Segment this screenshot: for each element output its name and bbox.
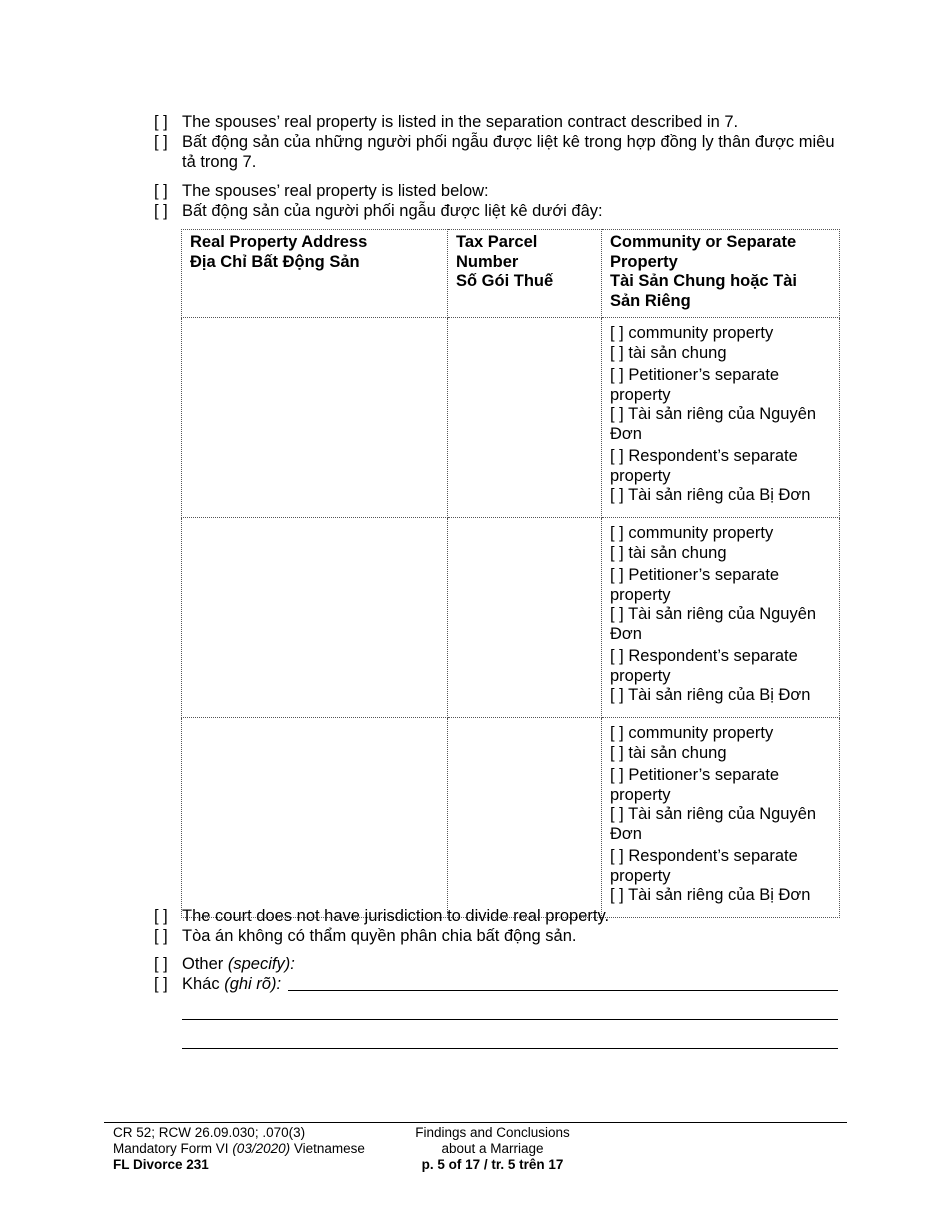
checkbox[interactable]: [ ]: [610, 605, 624, 623]
checkbox[interactable]: [ ]: [610, 743, 624, 762]
form-prefix: Mandatory Form VI: [113, 1141, 229, 1156]
checkbox[interactable]: [ ]: [154, 907, 168, 925]
footer-title: [405, 1125, 580, 1173]
option-label: Tòa án không có thẩm quyền phân chia bất động sản.: [182, 927, 577, 945]
table-row: [182, 318, 840, 518]
other-hint: (ghi rõ):: [224, 975, 282, 993]
header-address-vi: Địa Chỉ Bất Động Sản: [190, 252, 360, 271]
header-parcel-vi: Số Gói Thuế: [456, 272, 554, 290]
choice-petitioner-vi[interactable]: [610, 405, 831, 444]
form-date: (03/2020): [232, 1141, 291, 1156]
footer-page-number: p. 5 of 17 / tr. 5 trên 17: [421, 1157, 564, 1172]
other-hint: (specify):: [227, 955, 295, 973]
checkbox[interactable]: [ ]: [154, 975, 168, 993]
checkbox[interactable]: [ ]: [610, 324, 624, 342]
choice-label: Tài sản riêng của Bị Đơn: [628, 886, 811, 904]
footer-rule: [104, 1122, 847, 1123]
choice-label: Tài sản riêng của Bị Đơn: [628, 486, 811, 504]
table-row: [182, 518, 840, 718]
tax-parcel-cell[interactable]: [448, 518, 602, 718]
footer-form-id: FL Divorce 231: [113, 1157, 209, 1172]
choice-label: community property: [628, 524, 774, 542]
checkbox[interactable]: [ ]: [610, 447, 624, 465]
property-type-cell: [602, 718, 840, 918]
header-type-vi: Tài Sản Chung hoặc Tài Sản Riêng: [610, 272, 798, 310]
choice-label: community property: [628, 724, 774, 742]
choice-community-vi[interactable]: [610, 344, 831, 364]
choice-label: Respondent’s separate property: [610, 647, 798, 685]
checkbox[interactable]: [ ]: [154, 182, 168, 200]
choice-respondent-vi[interactable]: [610, 686, 831, 706]
header-type-en: Community or Separate Property: [610, 233, 797, 271]
choice-respondent-vi[interactable]: [610, 886, 831, 906]
checkbox[interactable]: [ ]: [610, 647, 624, 665]
header-address: [182, 230, 448, 318]
table-row: [182, 718, 840, 918]
other-specify-line-1[interactable]: [288, 990, 838, 991]
choice-petitioner-en[interactable]: [610, 566, 831, 605]
header-property-type: [602, 230, 840, 318]
checkbox[interactable]: [ ]: [154, 133, 168, 151]
other-specify-line-3[interactable]: [182, 1048, 838, 1049]
choice-petitioner-en[interactable]: [610, 766, 831, 805]
choice-label: Tài sản riêng của Bị Đơn: [628, 686, 811, 704]
header-parcel-en-1: Tax Parcel: [456, 233, 538, 251]
footer-form-info: [113, 1125, 365, 1173]
option-label: [182, 954, 844, 974]
checkbox[interactable]: [ ]: [610, 524, 624, 542]
property-type-cell: [602, 318, 840, 518]
checkbox[interactable]: [ ]: [154, 927, 168, 945]
choice-respondent-vi[interactable]: [610, 486, 831, 506]
option-label: Bất động sản của những người phối ngẫu được liệt kê trong hợp đồng ly thân được miêu tả trong 7.: [182, 133, 835, 171]
checkbox[interactable]: [ ]: [610, 343, 624, 362]
real-property-table: [181, 229, 840, 918]
option-label: [182, 974, 844, 994]
choice-label: community property: [628, 324, 774, 342]
checkbox[interactable]: [ ]: [610, 486, 624, 504]
footer-title-line-1: Findings and Conclusions: [415, 1125, 570, 1140]
footer-statute: CR 52; RCW 26.09.030; .070(3): [113, 1125, 306, 1140]
choice-respondent-en[interactable]: [610, 447, 831, 486]
choice-label: tài sản chung: [628, 543, 727, 562]
choice-community-vi[interactable]: [610, 544, 831, 564]
choice-respondent-en[interactable]: [610, 647, 831, 686]
choice-community-en[interactable]: [610, 524, 831, 544]
checkbox[interactable]: [ ]: [154, 955, 168, 973]
choice-community-vi[interactable]: [610, 744, 831, 764]
choice-label: Respondent’s separate property: [610, 447, 798, 485]
option-label: The court does not have jurisdiction to divide real property.: [182, 907, 610, 925]
header-parcel-en-2: Number: [456, 252, 519, 271]
checkbox[interactable]: [ ]: [610, 686, 624, 704]
tax-parcel-cell[interactable]: [448, 318, 602, 518]
choice-label: Respondent’s separate property: [610, 847, 798, 885]
form-language: Vietnamese: [293, 1141, 365, 1156]
checkbox[interactable]: [ ]: [610, 805, 624, 823]
property-type-cell: [602, 518, 840, 718]
choice-label: Petitioner’s separate property: [610, 366, 780, 404]
choice-petitioner-en[interactable]: [610, 366, 831, 405]
choice-respondent-en[interactable]: [610, 847, 831, 886]
choice-petitioner-vi[interactable]: [610, 805, 831, 844]
address-cell[interactable]: [182, 318, 448, 518]
checkbox[interactable]: [ ]: [610, 405, 624, 423]
choice-label: Petitioner’s separate property: [610, 566, 780, 604]
choice-label: tài sản chung: [628, 343, 727, 362]
choice-label: tài sản chung: [628, 743, 727, 762]
other-specify-line-2[interactable]: [182, 1019, 838, 1020]
option-label: Bất động sản của người phối ngẫu được liệt kê dưới đây:: [182, 202, 603, 220]
checkbox[interactable]: [ ]: [610, 543, 624, 562]
checkbox[interactable]: [ ]: [610, 724, 624, 742]
checkbox[interactable]: [ ]: [154, 113, 168, 131]
checkbox[interactable]: [ ]: [610, 366, 624, 384]
choice-label: Petitioner’s separate property: [610, 766, 780, 804]
choice-label: Tài sản riêng của Nguyên Đơn: [610, 605, 817, 643]
choice-label: Tài sản riêng của Nguyên Đơn: [610, 805, 817, 843]
choice-community-en[interactable]: [610, 724, 831, 744]
checkbox[interactable]: [ ]: [610, 847, 624, 865]
address-cell[interactable]: [182, 718, 448, 918]
choice-community-en[interactable]: [610, 324, 831, 344]
option-label: The spouses’ real property is listed in the separation contract described in 7.: [182, 113, 739, 131]
checkbox[interactable]: [ ]: [154, 202, 168, 220]
checkbox[interactable]: [ ]: [610, 766, 624, 784]
header-tax-parcel: [448, 230, 602, 318]
checkbox[interactable]: [ ]: [610, 566, 624, 584]
address-cell[interactable]: [182, 518, 448, 718]
footer-title-line-2: about a Marriage: [441, 1141, 544, 1156]
header-address-en: Real Property Address: [190, 233, 368, 251]
checkbox[interactable]: [ ]: [610, 886, 624, 904]
tax-parcel-cell[interactable]: [448, 718, 602, 918]
footer-form-version: [113, 1141, 365, 1157]
other-label: Other: [182, 955, 224, 973]
other-label: Khác: [182, 975, 220, 993]
option-label: The spouses’ real property is listed below:: [182, 182, 489, 200]
choice-label: Tài sản riêng của Nguyên Đơn: [610, 405, 817, 443]
choice-petitioner-vi[interactable]: [610, 605, 831, 644]
